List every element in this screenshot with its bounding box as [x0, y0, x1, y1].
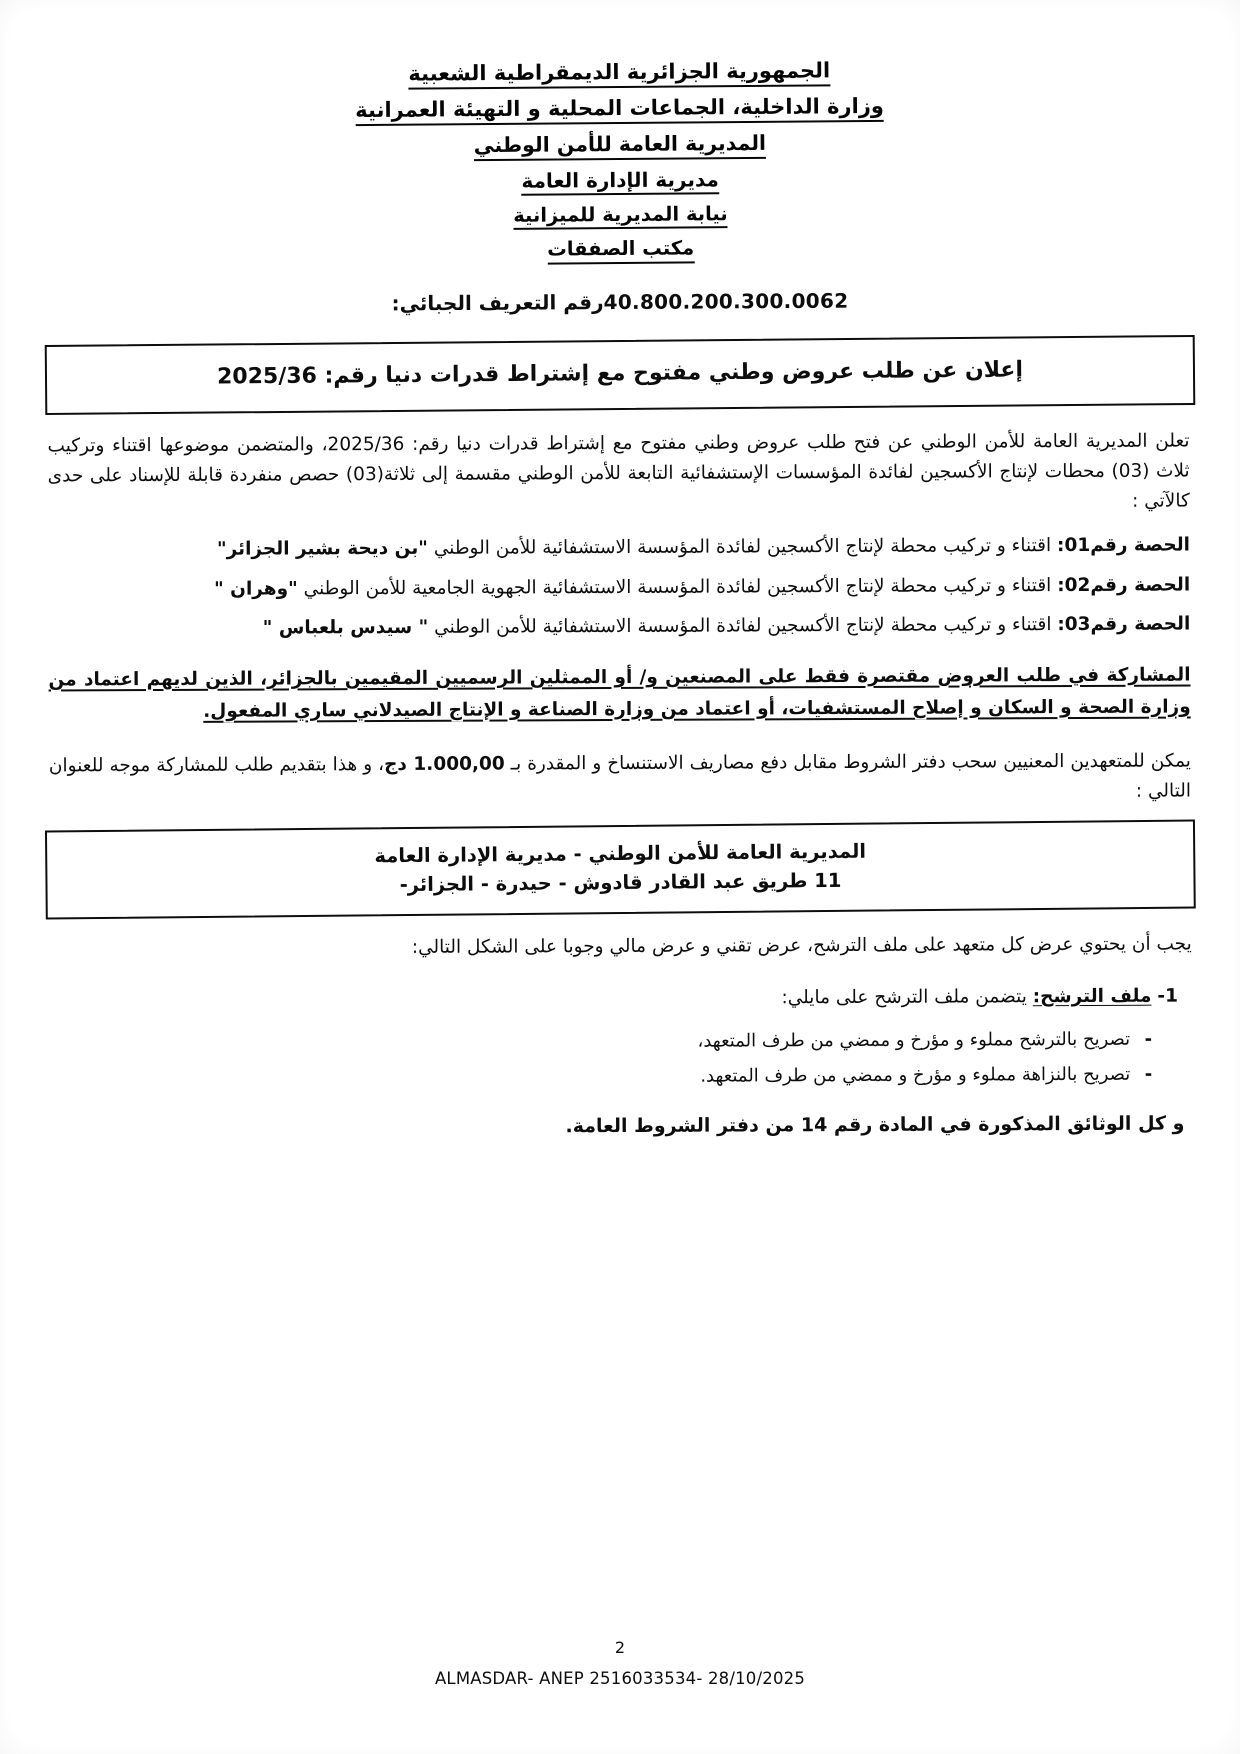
withdrawal-paragraph: [45, 747, 1195, 812]
lot-item-2: [44, 570, 1194, 605]
tax-identification-label: رقم التعريف الجبائي:: [391, 289, 604, 315]
offer-structure-paragraph: يجب أن يحتوي عرض كل متعهد على ملف الترشح، عرض تقني و عرض مالي وجوبا على الشكل التالي:: [411, 933, 1192, 959]
lot-2-label: الحصة رقم02:: [1057, 574, 1191, 596]
withdrawal-text-part2: ، و هذا بتقديم طلب للمشاركة موجه للعنوان التالي :: [48, 754, 1192, 803]
letterhead-line-budget: نيابة المديرية للميزانية: [513, 204, 728, 230]
lot-item-3: [44, 610, 1194, 645]
lot-2-text: اقتناء و تركيب محطة لإنتاج الأكسجين لفائدة المؤسسة الاستشفائية الجهوية الجامعية للأمن الوطني: [303, 575, 1052, 600]
lot-3-text: اقتناء و تركيب محطة لإنتاج الأكسجين لفائدة المؤسسة الاستشفائية للأمن الوطني: [434, 614, 1052, 639]
section-1-closing-note: و كل الوثائق المذكورة في المادة رقم 14 من دفتر الشروط العامة.: [565, 1112, 1185, 1138]
letterhead-line-republic: الجمهورية الجزائرية الديمقراطية الشعبية: [408, 60, 830, 89]
section-1-number: 1-: [1157, 985, 1178, 1007]
tax-identification-line: [45, 286, 1195, 317]
list-item: - تصريح بالترشح مملوء و مؤرخ و ممضي من طرف المتعهد،: [86, 1025, 1156, 1060]
page-number: 2: [614, 1638, 626, 1657]
lot-1-text: اقتناء و تركيب محطة لإنتاج الأكسجين لفائدة المؤسسة الاستشفائية للأمن الوطني: [433, 535, 1052, 560]
section-1-rest: يتضمن ملف الترشح على مايلي:: [781, 986, 1033, 1009]
section-1-heading: ملف الترشح:: [1032, 985, 1152, 1008]
intro-paragraph: تعلن المديرية العامة للأمن الوطني عن فتح طلب عروض وطني مفتوح مع إشتراط قدرات دنيا رقم: 2025/36، والمتضمن موضوعها اقتناء وتركيب ثلاث (03) محطات لإنتاج الأكسجين لفائدة المؤسسات الإستشفائية التابعة للأمن الوطني مقسمة إلى ثلاثة(03) حصص منفردة قابلة للإسناد على حدى كالآتي :: [47, 430, 1190, 513]
anep-reference: ALMASDAR- ANEP 2516033534- 28/10/2025: [434, 1669, 806, 1688]
letterhead-line-administration: مديرية الإدارة العامة: [521, 169, 719, 196]
section-candidacy-file: [46, 982, 1196, 1017]
page-footer: [0, 1638, 1240, 1688]
address-box: [45, 820, 1196, 920]
address-line-1: المديرية العامة للأمن الوطني - مديرية الإدارة العامة: [374, 840, 867, 868]
list-item: - تصريح بالنزاهة مملوء و مؤرخ و ممضي من طرف المتعهد.: [86, 1060, 1156, 1095]
letterhead-line-dgsn: المديرية العامة للأمن الوطني: [474, 133, 767, 161]
document-content: [45, 0, 1195, 1754]
lot-item-1: [44, 531, 1194, 566]
letterhead-line-ministry: وزارة الداخلية، الجماعات المحلية و التهيئة العمرانية: [355, 96, 884, 126]
letterhead-line-contracts-office: مكتب الصفقات: [547, 238, 694, 264]
lot-3-site: " سيدس بلعباس ": [262, 617, 429, 640]
lot-1-site: "بن ديحة بشير الجزائر": [216, 538, 428, 561]
participation-notice: المشاركة في طلب العروض مقتصرة فقط على المصنعين و/ أو الممثلين الرسميين المقيمين بالجزائر، الذين لديهم اعتماد من وزارة الصحة و السكان و إصلاح المستشفيات، أو اعتماد من وزارة الصناعة و الإنتاج الصيدلاني ساري المفعول.: [48, 664, 1191, 722]
address-line-2: 11 طريق عبد القادر قادوش - حيدرة - الجزائر-: [399, 869, 842, 898]
letterhead: [44, 57, 1196, 268]
announcement-title-box: [45, 334, 1196, 414]
lot-1-label: الحصة رقم01:: [1056, 534, 1191, 557]
lot-2-site: "وهران ": [214, 578, 298, 600]
lot-3-label: الحصة رقم03:: [1057, 613, 1191, 636]
document-body: [43, 427, 1196, 1144]
announcement-title: إعلان عن طلب عروض وطني مفتوح مع إشتراط قدرات دنيا رقم: 2025/36: [216, 356, 1024, 390]
withdrawal-text-part1: يمكن للمتعهدين المعنيين سحب دفتر الشروط مقابل دفع مصاريف الاستنساخ و المقدرة بـ: [504, 751, 1191, 776]
withdrawal-fee-amount: 1.000,00 دج: [384, 754, 505, 776]
tax-identification-number: 40.800.200.300.0062: [603, 288, 849, 314]
candidacy-requirements-list: [86, 1025, 1156, 1095]
